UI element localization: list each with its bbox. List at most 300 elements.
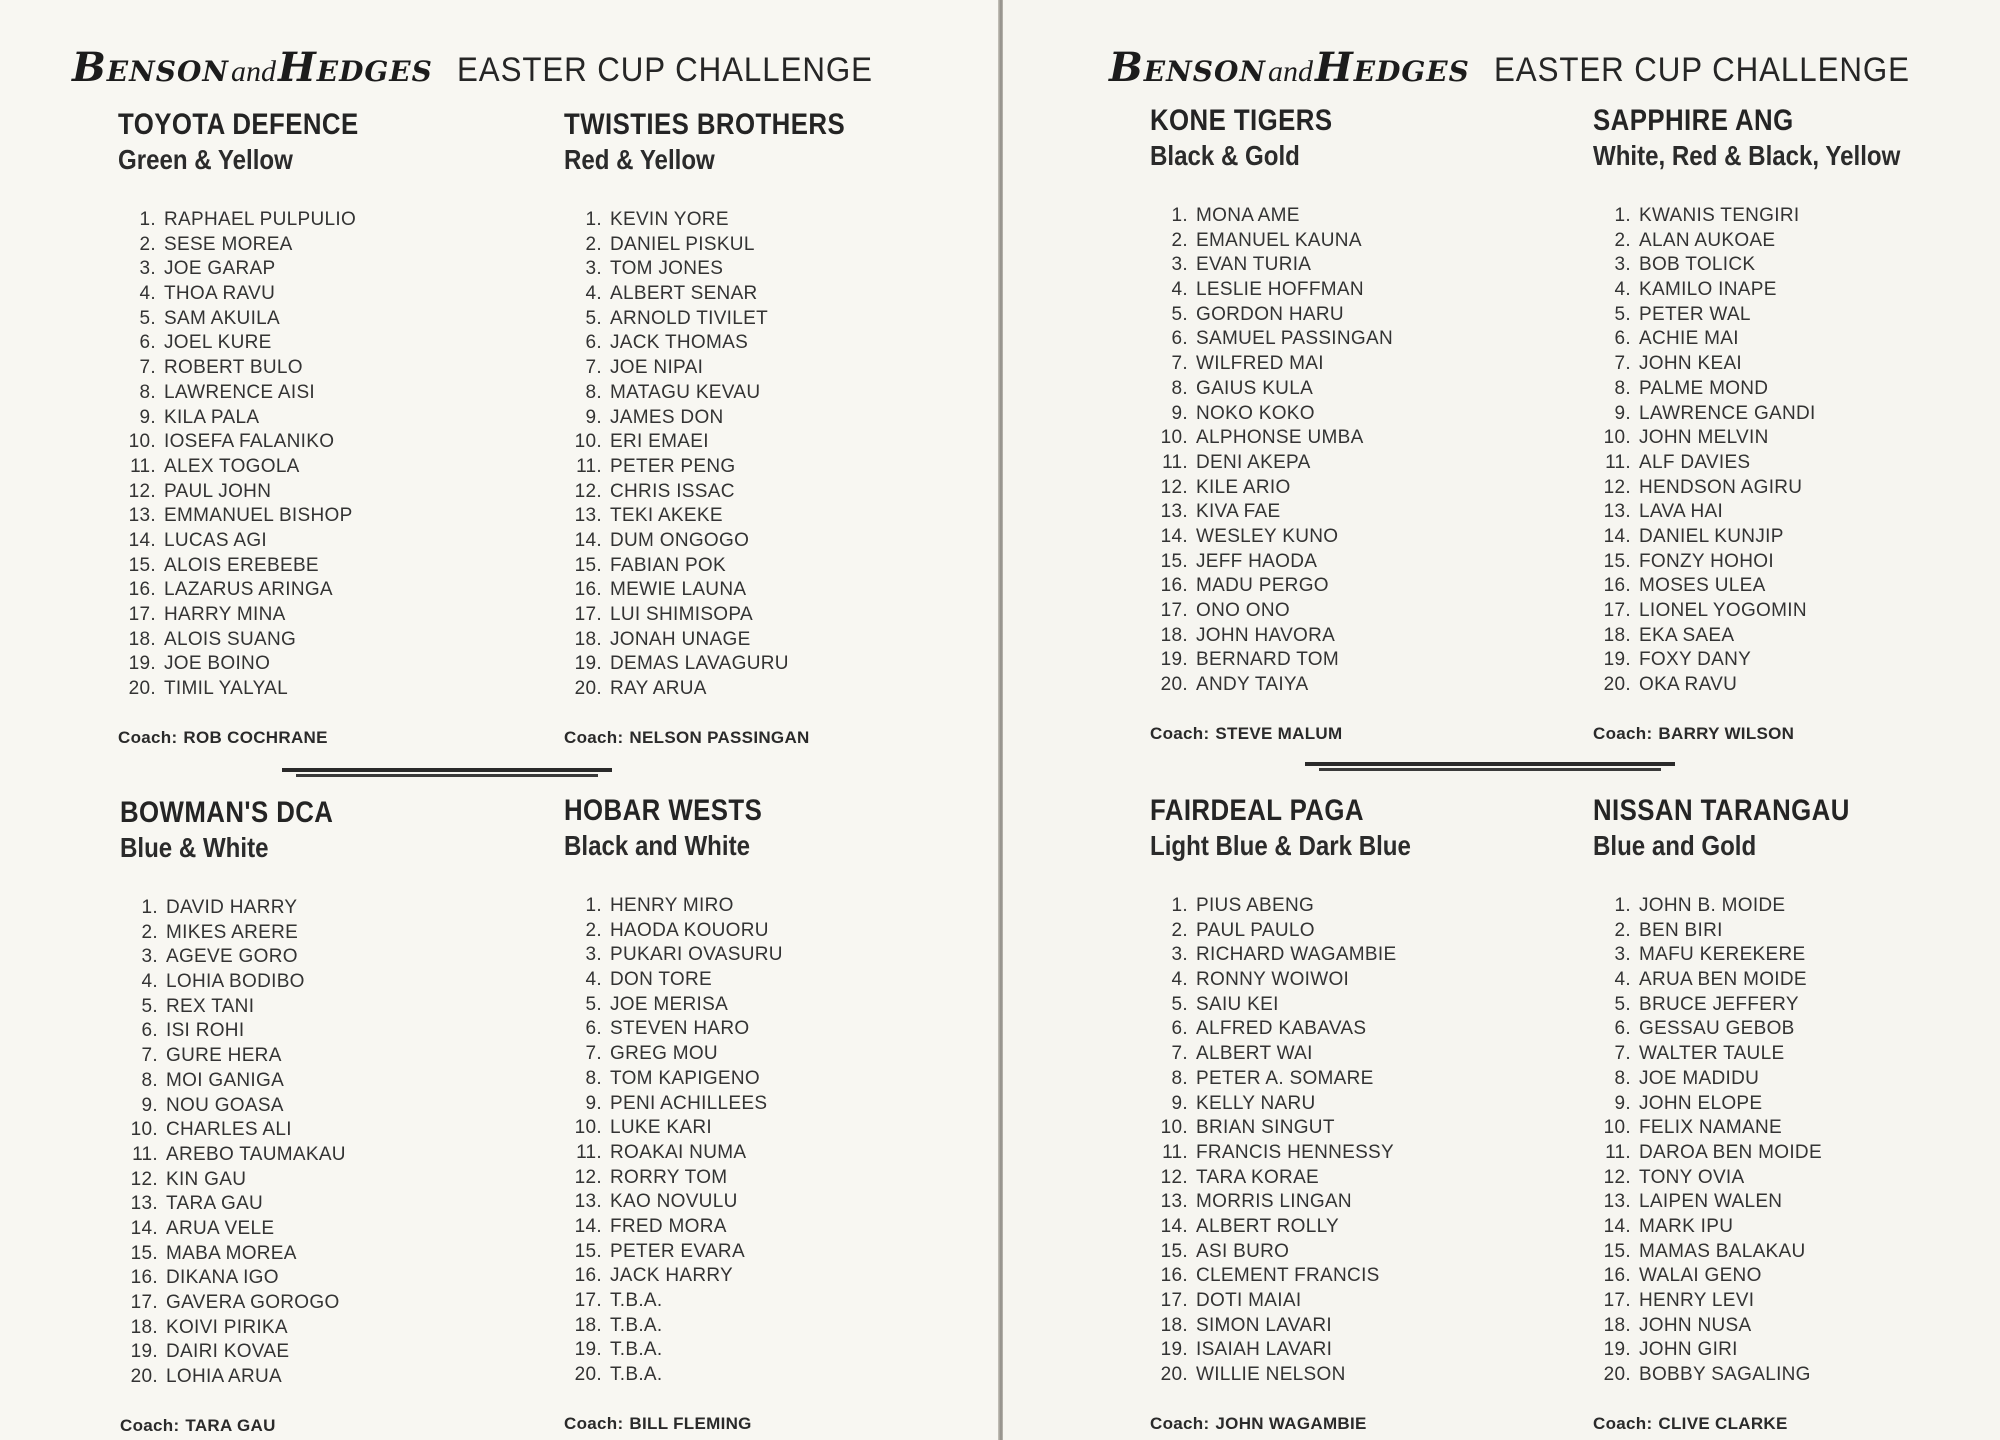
player-entry — [118, 652, 538, 677]
coach-line — [1593, 724, 2000, 744]
player-name: SAMUEL PASSINGAN — [1196, 328, 1393, 350]
player-entry — [564, 356, 984, 381]
player-number: 4. — [1614, 279, 1631, 301]
coach-name: ROB COCHRANE — [183, 727, 328, 747]
player-number: 5. — [1614, 303, 1631, 325]
player-number: 7. — [585, 357, 602, 379]
player-entry — [1593, 648, 2000, 673]
player-entry — [1593, 993, 2000, 1018]
player-name: LUI SHIMISOPA — [610, 604, 753, 625]
player-name: JACK HARRY — [610, 1265, 734, 1287]
player-number: 13. — [1603, 501, 1631, 523]
team-name: HOBAR WESTS — [564, 794, 763, 827]
player-entry — [1150, 894, 1570, 919]
player-name: ALBERT SENAR — [610, 283, 758, 305]
player-name: FONZY HOHOI — [1639, 550, 1774, 572]
player-entry — [1593, 894, 2000, 919]
coach-label: Coach: — [564, 727, 624, 747]
player-entry — [564, 1363, 984, 1388]
player-number: 13. — [1160, 1191, 1188, 1213]
player-number: 5. — [139, 307, 156, 329]
player-name: TARA GAU — [166, 1193, 264, 1215]
player-name: MADU PERGO — [1196, 575, 1329, 597]
player-entry — [120, 896, 540, 921]
player-number: 17. — [1160, 1290, 1188, 1311]
player-name: PAUL PAULO — [1196, 919, 1315, 941]
player-name: PAUL JOHN — [164, 480, 272, 502]
player-name: WILLIE NELSON — [1196, 1364, 1346, 1386]
player-name: KIVA FAE — [1196, 501, 1281, 523]
player-number: 5. — [1614, 993, 1631, 1015]
player-entry — [118, 504, 538, 529]
player-name: EVAN TURIA — [1196, 254, 1312, 276]
player-name: LOHIA BODIBO — [166, 971, 305, 993]
player-entry — [120, 995, 540, 1020]
player-name: MEWIE LAUNA — [610, 579, 747, 601]
player-number: 4. — [1171, 969, 1188, 991]
player-number: 19. — [574, 653, 602, 675]
player-entry — [564, 943, 984, 968]
player-name: RAPHAEL PULPULIO — [164, 209, 357, 230]
player-name: KILE ARIO — [1196, 476, 1291, 498]
team-block — [120, 796, 540, 1436]
player-entry — [1593, 1166, 2000, 1191]
player-name: KIN GAU — [166, 1168, 247, 1190]
player-name: JOE NIPAI — [610, 357, 704, 379]
player-number: 9. — [139, 406, 156, 428]
player-name: ARNOLD TIVILET — [610, 307, 768, 329]
player-number: 10. — [574, 431, 602, 453]
team-block — [1593, 794, 2000, 1434]
player-entry — [120, 1168, 540, 1193]
player-name: LOHIA ARUA — [166, 1366, 282, 1388]
player-name: LAWRENCE AISI — [164, 381, 316, 403]
player-entry — [1593, 624, 2000, 649]
player-number: 12. — [574, 1166, 602, 1188]
player-number: 19. — [1160, 649, 1188, 671]
player-number: 5. — [585, 307, 602, 329]
player-entry — [564, 652, 984, 677]
player-number: 20. — [1160, 1364, 1188, 1386]
player-number: 18. — [1603, 624, 1631, 646]
team-colors: Blue and Gold — [1593, 830, 1757, 861]
player-name: AREBO TAUMAKAU — [166, 1143, 346, 1165]
player-name: KILA PALA — [164, 406, 260, 428]
player-name: MIKES ARERE — [166, 921, 299, 943]
player-number: 10. — [1160, 427, 1188, 449]
player-name: JOHN HAVORA — [1196, 624, 1336, 646]
player-entry — [1593, 1215, 2000, 1240]
player-name: ACHIE MAI — [1639, 328, 1739, 350]
player-entry — [564, 406, 984, 431]
player-name: AGEVE GORO — [166, 946, 298, 968]
player-number: 19. — [1603, 1339, 1631, 1361]
player-number: 11. — [1605, 451, 1631, 473]
player-entry — [564, 554, 984, 579]
player-roster — [1150, 204, 1570, 698]
player-name: JAMES DON — [610, 406, 724, 428]
player-number: 3. — [141, 946, 158, 968]
player-name: BRIAN SINGUT — [1196, 1117, 1335, 1139]
player-number: 10. — [574, 1117, 602, 1139]
player-number: 6. — [1171, 328, 1188, 350]
player-name: KAO NOVULU — [610, 1191, 738, 1213]
player-name: DIKANA IGO — [166, 1267, 279, 1289]
player-number: 4. — [141, 971, 158, 993]
player-number: 3. — [585, 258, 602, 280]
player-entry — [1593, 303, 2000, 328]
player-name: STEVEN HARO — [610, 1018, 750, 1040]
player-entry — [1593, 599, 2000, 624]
player-number: 2. — [1614, 919, 1631, 941]
player-name: PENI ACHILLEES — [610, 1092, 768, 1114]
player-number: 17. — [1603, 1290, 1631, 1311]
player-number: 12. — [1160, 1166, 1188, 1188]
player-number: 16. — [1603, 575, 1631, 597]
player-name: KAMILO INAPE — [1639, 279, 1777, 301]
player-number: 1. — [1171, 205, 1188, 226]
player-name: TARA KORAE — [1196, 1166, 1320, 1188]
player-entry — [1593, 1017, 2000, 1042]
player-name: HENDSON AGIRU — [1639, 476, 1803, 498]
player-name: WILFRED MAI — [1196, 353, 1324, 375]
player-entry — [120, 1316, 540, 1341]
player-entry — [118, 381, 538, 406]
player-entry — [564, 1042, 984, 1067]
player-entry — [1150, 476, 1570, 501]
player-number: 16. — [1603, 1265, 1631, 1287]
player-number: 16. — [130, 1267, 158, 1289]
player-entry — [118, 331, 538, 356]
player-number: 18. — [128, 628, 156, 650]
player-number: 20. — [1603, 674, 1631, 696]
player-number: 11. — [1605, 1141, 1631, 1163]
player-name: JEFF HAODA — [1196, 550, 1318, 572]
coach-line — [118, 728, 538, 748]
player-entry — [1150, 1190, 1570, 1215]
player-number: 6. — [139, 332, 156, 354]
player-entry — [564, 1289, 984, 1314]
brand-logo: BensonandHedges — [1109, 44, 1470, 91]
player-name: JOHN MELVIN — [1639, 427, 1769, 449]
coach-name: CLIVE CLARKE — [1658, 1413, 1788, 1433]
player-number: 6. — [1614, 328, 1631, 350]
player-entry — [1150, 1067, 1570, 1092]
player-number: 16. — [1160, 1265, 1188, 1287]
player-number: 1. — [585, 209, 602, 230]
player-number: 7. — [139, 357, 156, 379]
player-entry — [118, 480, 538, 505]
player-number: 10. — [1160, 1117, 1188, 1139]
player-number: 18. — [1160, 624, 1188, 646]
player-entry — [118, 677, 538, 702]
player-number: 14. — [1603, 1215, 1631, 1237]
player-name: GURE HERA — [166, 1045, 282, 1067]
player-number: 9. — [1614, 1092, 1631, 1114]
player-name: JOE MERISA — [610, 993, 729, 1015]
player-entry — [1150, 303, 1570, 328]
player-name: KWANIS TENGIRI — [1639, 205, 1800, 226]
player-number: 1. — [141, 897, 158, 918]
player-number: 17. — [1603, 600, 1631, 621]
player-entry — [1593, 673, 2000, 698]
player-number: 5. — [141, 995, 158, 1017]
player-entry — [1150, 352, 1570, 377]
coach-line — [1150, 1414, 1570, 1434]
player-name: BRUCE JEFFERY — [1639, 993, 1799, 1015]
player-number: 13. — [130, 1193, 158, 1215]
player-entry — [118, 578, 538, 603]
player-number: 8. — [585, 1067, 602, 1089]
player-name: JOEL KURE — [164, 332, 272, 354]
player-entry — [1593, 402, 2000, 427]
player-entry — [564, 430, 984, 455]
player-entry — [118, 208, 538, 233]
player-name: JACK THOMAS — [610, 332, 749, 354]
player-number: 15. — [1603, 1240, 1631, 1262]
player-entry — [564, 504, 984, 529]
player-name: ARUA VELE — [166, 1217, 275, 1239]
player-name: HAODA KOUORU — [610, 919, 769, 941]
player-entry — [564, 1067, 984, 1092]
player-entry — [1593, 1289, 2000, 1314]
player-entry — [120, 1069, 540, 1094]
player-number: 17. — [1160, 600, 1188, 621]
player-number: 18. — [1160, 1314, 1188, 1336]
player-number: 14. — [574, 1215, 602, 1237]
player-entry — [120, 1242, 540, 1267]
player-number: 15. — [130, 1242, 158, 1264]
coach-label: Coach: — [564, 1413, 624, 1433]
player-number: 8. — [1171, 377, 1188, 399]
player-number: 5. — [1171, 303, 1188, 325]
coach-name: STEVE MALUM — [1215, 723, 1343, 743]
player-entry — [1150, 1116, 1570, 1141]
player-entry — [1593, 1141, 2000, 1166]
player-name: LAZARUS ARINGA — [164, 579, 333, 601]
coach-label: Coach: — [1150, 723, 1210, 743]
player-entry — [1593, 919, 2000, 944]
player-name: ANDY TAIYA — [1196, 674, 1309, 696]
player-name: NOU GOASA — [166, 1094, 284, 1116]
player-name: MONA AME — [1196, 205, 1300, 226]
player-entry — [1150, 1240, 1570, 1265]
player-name: BERNARD TOM — [1196, 649, 1340, 671]
player-number: 17. — [130, 1292, 158, 1313]
player-name: THOA RAVU — [164, 283, 276, 305]
event-title: EASTER CUP CHALLENGE — [1493, 51, 1910, 89]
player-number: 14. — [130, 1217, 158, 1239]
player-entry — [120, 1192, 540, 1217]
player-entry — [1593, 476, 2000, 501]
player-number: 2. — [585, 233, 602, 255]
player-name: JOHN B. MOIDE — [1639, 895, 1786, 916]
player-name: ALAN AUKOAE — [1639, 229, 1776, 251]
player-entry — [118, 455, 538, 480]
player-name: PETER A. SOMARE — [1196, 1067, 1374, 1089]
player-entry — [564, 677, 984, 702]
player-number: 20. — [128, 678, 156, 700]
player-name: DOTI MAIAI — [1196, 1290, 1302, 1311]
player-number: 3. — [585, 944, 602, 966]
player-entry — [1593, 327, 2000, 352]
player-number: 4. — [1171, 279, 1188, 301]
player-entry — [1150, 993, 1570, 1018]
team-block — [1150, 104, 1570, 744]
player-number: 15. — [574, 1240, 602, 1262]
player-name: MAMAS BALAKAU — [1639, 1240, 1806, 1262]
player-entry — [1150, 943, 1570, 968]
player-entry — [1593, 943, 2000, 968]
player-name: DUM ONGOGO — [610, 529, 750, 551]
player-entry — [1593, 1092, 2000, 1117]
player-number: 9. — [1171, 1092, 1188, 1114]
player-number: 9. — [585, 1092, 602, 1114]
player-number: 2. — [1171, 919, 1188, 941]
player-entry — [1593, 352, 2000, 377]
player-entry — [120, 1094, 540, 1119]
player-name: WESLEY KUNO — [1196, 525, 1339, 547]
coach-line — [564, 728, 984, 748]
player-number: 15. — [1603, 550, 1631, 572]
player-name: ALEX TOGOLA — [164, 455, 300, 477]
player-name: BOBBY SAGALING — [1639, 1364, 1811, 1386]
player-number: 7. — [1171, 1043, 1188, 1065]
player-name: TOM JONES — [610, 258, 724, 280]
player-entry — [1593, 204, 2000, 229]
player-entry — [1593, 525, 2000, 550]
player-name: ISI ROHI — [166, 1020, 245, 1042]
brand-logo: BensonandHedges — [72, 44, 433, 91]
player-name: OKA RAVU — [1639, 674, 1738, 696]
player-name: FRED MORA — [610, 1215, 727, 1237]
player-entry — [120, 1340, 540, 1365]
player-entry — [564, 1215, 984, 1240]
player-entry — [118, 406, 538, 431]
player-name: JOE MADIDU — [1639, 1067, 1760, 1089]
player-name: SIMON LAVARI — [1196, 1314, 1332, 1336]
team-colors: Light Blue & Dark Blue — [1150, 830, 1411, 861]
player-entry — [1593, 550, 2000, 575]
player-number: 18. — [1603, 1314, 1631, 1336]
player-number: 12. — [574, 480, 602, 502]
player-number: 12. — [1603, 1166, 1631, 1188]
team-colors: Green & Yellow — [118, 144, 293, 175]
player-entry — [118, 554, 538, 579]
player-entry — [1150, 204, 1570, 229]
player-entry — [1593, 451, 2000, 476]
event-title: EASTER CUP CHALLENGE — [456, 51, 873, 89]
player-entry — [120, 970, 540, 995]
team-name: FAIRDEAL PAGA — [1150, 794, 1364, 827]
coach-label: Coach: — [1150, 1413, 1210, 1433]
player-name: DANIEL PISKUL — [610, 233, 755, 255]
player-entry — [120, 1044, 540, 1069]
player-name: ERI EMAEI — [610, 431, 709, 453]
player-number: 20. — [574, 678, 602, 700]
player-roster — [564, 894, 984, 1388]
coach-line — [1150, 724, 1570, 744]
player-entry — [120, 1266, 540, 1291]
player-entry — [1150, 968, 1570, 993]
player-name: HENRY MIRO — [610, 895, 734, 916]
player-entry — [564, 233, 984, 258]
player-entry — [1150, 550, 1570, 575]
player-number: 12. — [128, 480, 156, 502]
player-name: ISAIAH LAVARI — [1196, 1339, 1333, 1361]
player-name: FRANCIS HENNESSY — [1196, 1141, 1395, 1163]
team-block — [1593, 104, 2000, 744]
player-name: PIUS ABENG — [1196, 895, 1315, 916]
player-number: 4. — [585, 283, 602, 305]
player-number: 18. — [130, 1316, 158, 1338]
team-name: KONE TIGERS — [1150, 104, 1333, 137]
player-number: 2. — [141, 921, 158, 943]
player-name: MARK IPU — [1639, 1215, 1734, 1237]
player-name: DON TORE — [610, 969, 712, 991]
player-entry — [1593, 1042, 2000, 1067]
player-name: JOHN ELOPE — [1639, 1092, 1763, 1114]
player-entry — [118, 628, 538, 653]
player-entry — [1150, 229, 1570, 254]
player-entry — [564, 480, 984, 505]
player-name: FELIX NAMANE — [1639, 1117, 1782, 1139]
player-entry — [120, 921, 540, 946]
player-entry — [1150, 1042, 1570, 1067]
player-entry — [1593, 1240, 2000, 1265]
player-name: PETER EVARA — [610, 1240, 745, 1262]
player-entry — [120, 1365, 540, 1390]
player-entry — [1593, 1190, 2000, 1215]
player-number: 8. — [1171, 1067, 1188, 1089]
player-name: CHRIS ISSAC — [610, 480, 735, 502]
player-entry — [1150, 1338, 1570, 1363]
player-name: CLEMENT FRANCIS — [1196, 1265, 1380, 1287]
player-entry — [564, 331, 984, 356]
player-entry — [564, 307, 984, 332]
player-number: 5. — [585, 993, 602, 1015]
player-name: ARUA BEN MOIDE — [1639, 969, 1807, 991]
page-header — [1109, 44, 1946, 94]
team-colors: White, Red & Black, Yellow — [1593, 140, 1901, 171]
player-name: SAM AKUILA — [164, 307, 280, 329]
player-number: 15. — [574, 554, 602, 576]
player-name: WALTER TAULE — [1639, 1043, 1785, 1065]
team-colors: Black & Gold — [1150, 140, 1300, 171]
player-entry — [1150, 648, 1570, 673]
player-name: ONO ONO — [1196, 600, 1290, 621]
player-entry — [120, 1019, 540, 1044]
player-number: 7. — [1614, 353, 1631, 375]
player-number: 11. — [576, 1141, 602, 1163]
player-name: NOKO KOKO — [1196, 402, 1315, 424]
player-number: 14. — [128, 529, 156, 551]
team-colors: Red & Yellow — [564, 144, 715, 175]
player-name: TEKI AKEKE — [610, 505, 723, 527]
team-block — [1150, 794, 1570, 1434]
player-number: 14. — [1160, 525, 1188, 547]
player-name: MOSES ULEA — [1639, 575, 1766, 597]
player-name: JOHN GIRI — [1639, 1339, 1738, 1361]
player-name: GESSAU GEBOB — [1639, 1018, 1795, 1040]
player-name: TOM KAPIGENO — [610, 1067, 760, 1089]
player-number: 15. — [1160, 550, 1188, 572]
player-number: 14. — [1160, 1215, 1188, 1237]
player-name: MOI GANIGA — [166, 1069, 285, 1091]
player-name: DAROA BEN MOIDE — [1639, 1141, 1822, 1163]
player-name: RICHARD WAGAMBIE — [1196, 944, 1397, 966]
player-name: DANIEL KUNJIP — [1639, 525, 1784, 547]
